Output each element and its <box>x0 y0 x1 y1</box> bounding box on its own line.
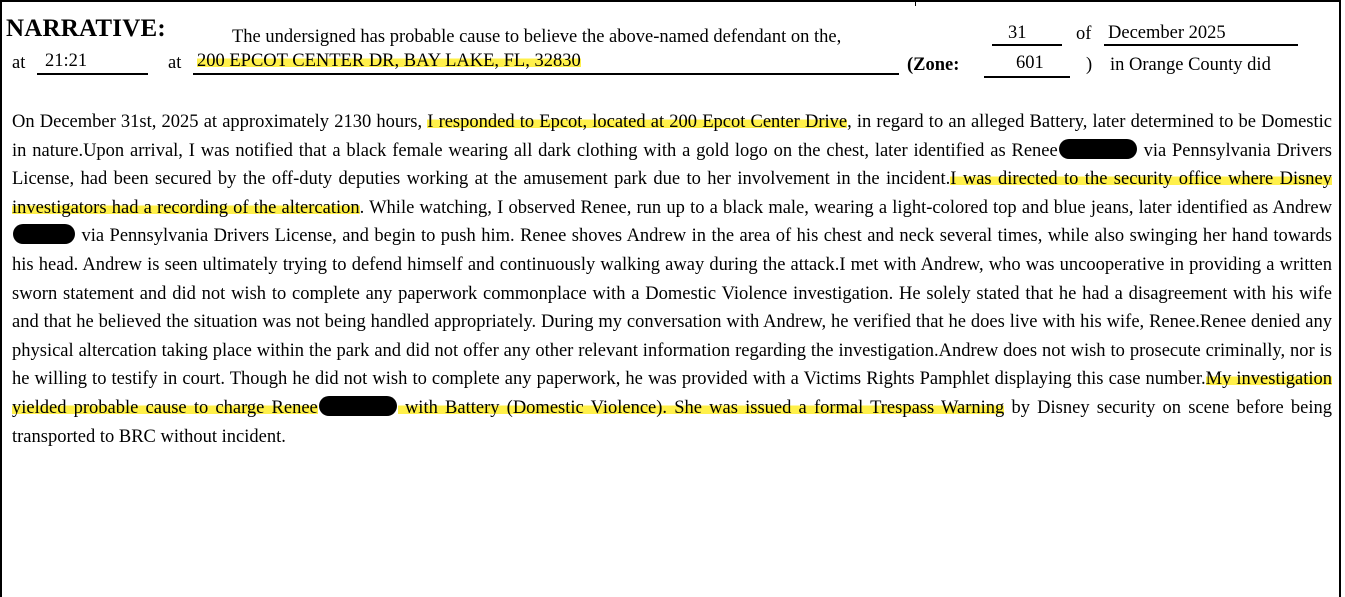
narrative-text: via Pennsylvania Drivers License, had been secured by the off-duty deputies working at the amusement park due to her involvement in the incident. <box>12 140 1332 190</box>
day-underline <box>992 44 1062 46</box>
narrative-text: On December 31st, 2025 at approximately 2130 hours, <box>12 112 428 132</box>
zone-close: ) <box>1086 55 1093 75</box>
month-year-field: December 2025 <box>1108 23 1226 43</box>
month-year-underline <box>1104 44 1298 46</box>
at-label-time: at <box>12 53 26 73</box>
zone-label: (Zone: <box>907 55 960 75</box>
county-text: in Orange County did <box>1110 55 1271 75</box>
at-label-address: at <box>168 53 182 73</box>
narrative-text: via Pennsylvania Drivers License, and begin to push him. Renee shoves Andrew in the area of his chest and neck several times, while also swinging her hand towards his head. Andrew is seen ultimately trying to defend himself and continuously walking away during the attack.I met with Andrew, who was uncooperative in providing a written sworn statement and did not wish to complete any paperwork commonplace with a Domestic Violence investigation. He solely stated that he had a disagreement with his wife and that he believed the situation was not being handled appropriately. During my conversation with Andrew, he verified that he does live with his wife, Renee.Renee denied any physical altercation taking place within the park and did not offer any other relevant information regarding the investigation.Andrew does not wish to prosecute criminally, nor is he willing to testify in court. Though he did not wish to complete any paperwork, he was provided with a Victims Rights Pamphlet displaying this case number. <box>12 226 1332 390</box>
time-underline <box>37 73 148 75</box>
divider <box>915 0 916 6</box>
zone-underline <box>984 76 1070 78</box>
highlight-response: I responded to Epcot, located at 200 Epcot Center Drive <box>427 112 848 132</box>
narrative-text: by Disney security on scene before being transported to BRC without incident. <box>12 397 1333 447</box>
redaction-mark <box>1059 139 1137 159</box>
redaction-mark <box>13 224 75 244</box>
highlight-security-office: I was directed to the security office where Disney investigators had a recording of the altercation <box>12 169 1333 218</box>
narrative-text: . While watching, I observed Renee, run up to a black male, wearing a light-colored top and blue jeans, later identified as Andrew <box>359 197 1332 218</box>
narrative-heading: NARRATIVE: <box>6 15 166 42</box>
of-label: of <box>1076 24 1092 44</box>
address-underline <box>193 73 899 75</box>
narrative-body <box>12 108 1332 451</box>
redaction-mark <box>319 396 397 416</box>
narrative-text: , in regard to an alleged Battery, later determined to be Domestic in nature.Upon arrival, I was notified that a black female wearing all dark clothing with a gold logo on the chest, later identified as Renee <box>12 112 1332 161</box>
time-field: 21:21 <box>45 51 88 71</box>
address-field <box>197 51 581 71</box>
probable-cause-statement: The undersigned has probable cause to believe the above-named defendant on the, <box>232 27 842 47</box>
zone-field: 601 <box>1016 53 1044 73</box>
highlight-charge: with Battery (Domestic Violence). She was issued a <box>397 397 814 418</box>
highlight-trespass-warning: formal Trespass Warning <box>813 397 1005 418</box>
address-value: 200 EPCOT CENTER DR, BAY LAKE, FL, 32830 <box>197 51 581 71</box>
day-field: 31 <box>1008 23 1027 43</box>
highlight-probable-cause: My investigation yielded probable cause to charge Renee <box>12 369 1332 418</box>
